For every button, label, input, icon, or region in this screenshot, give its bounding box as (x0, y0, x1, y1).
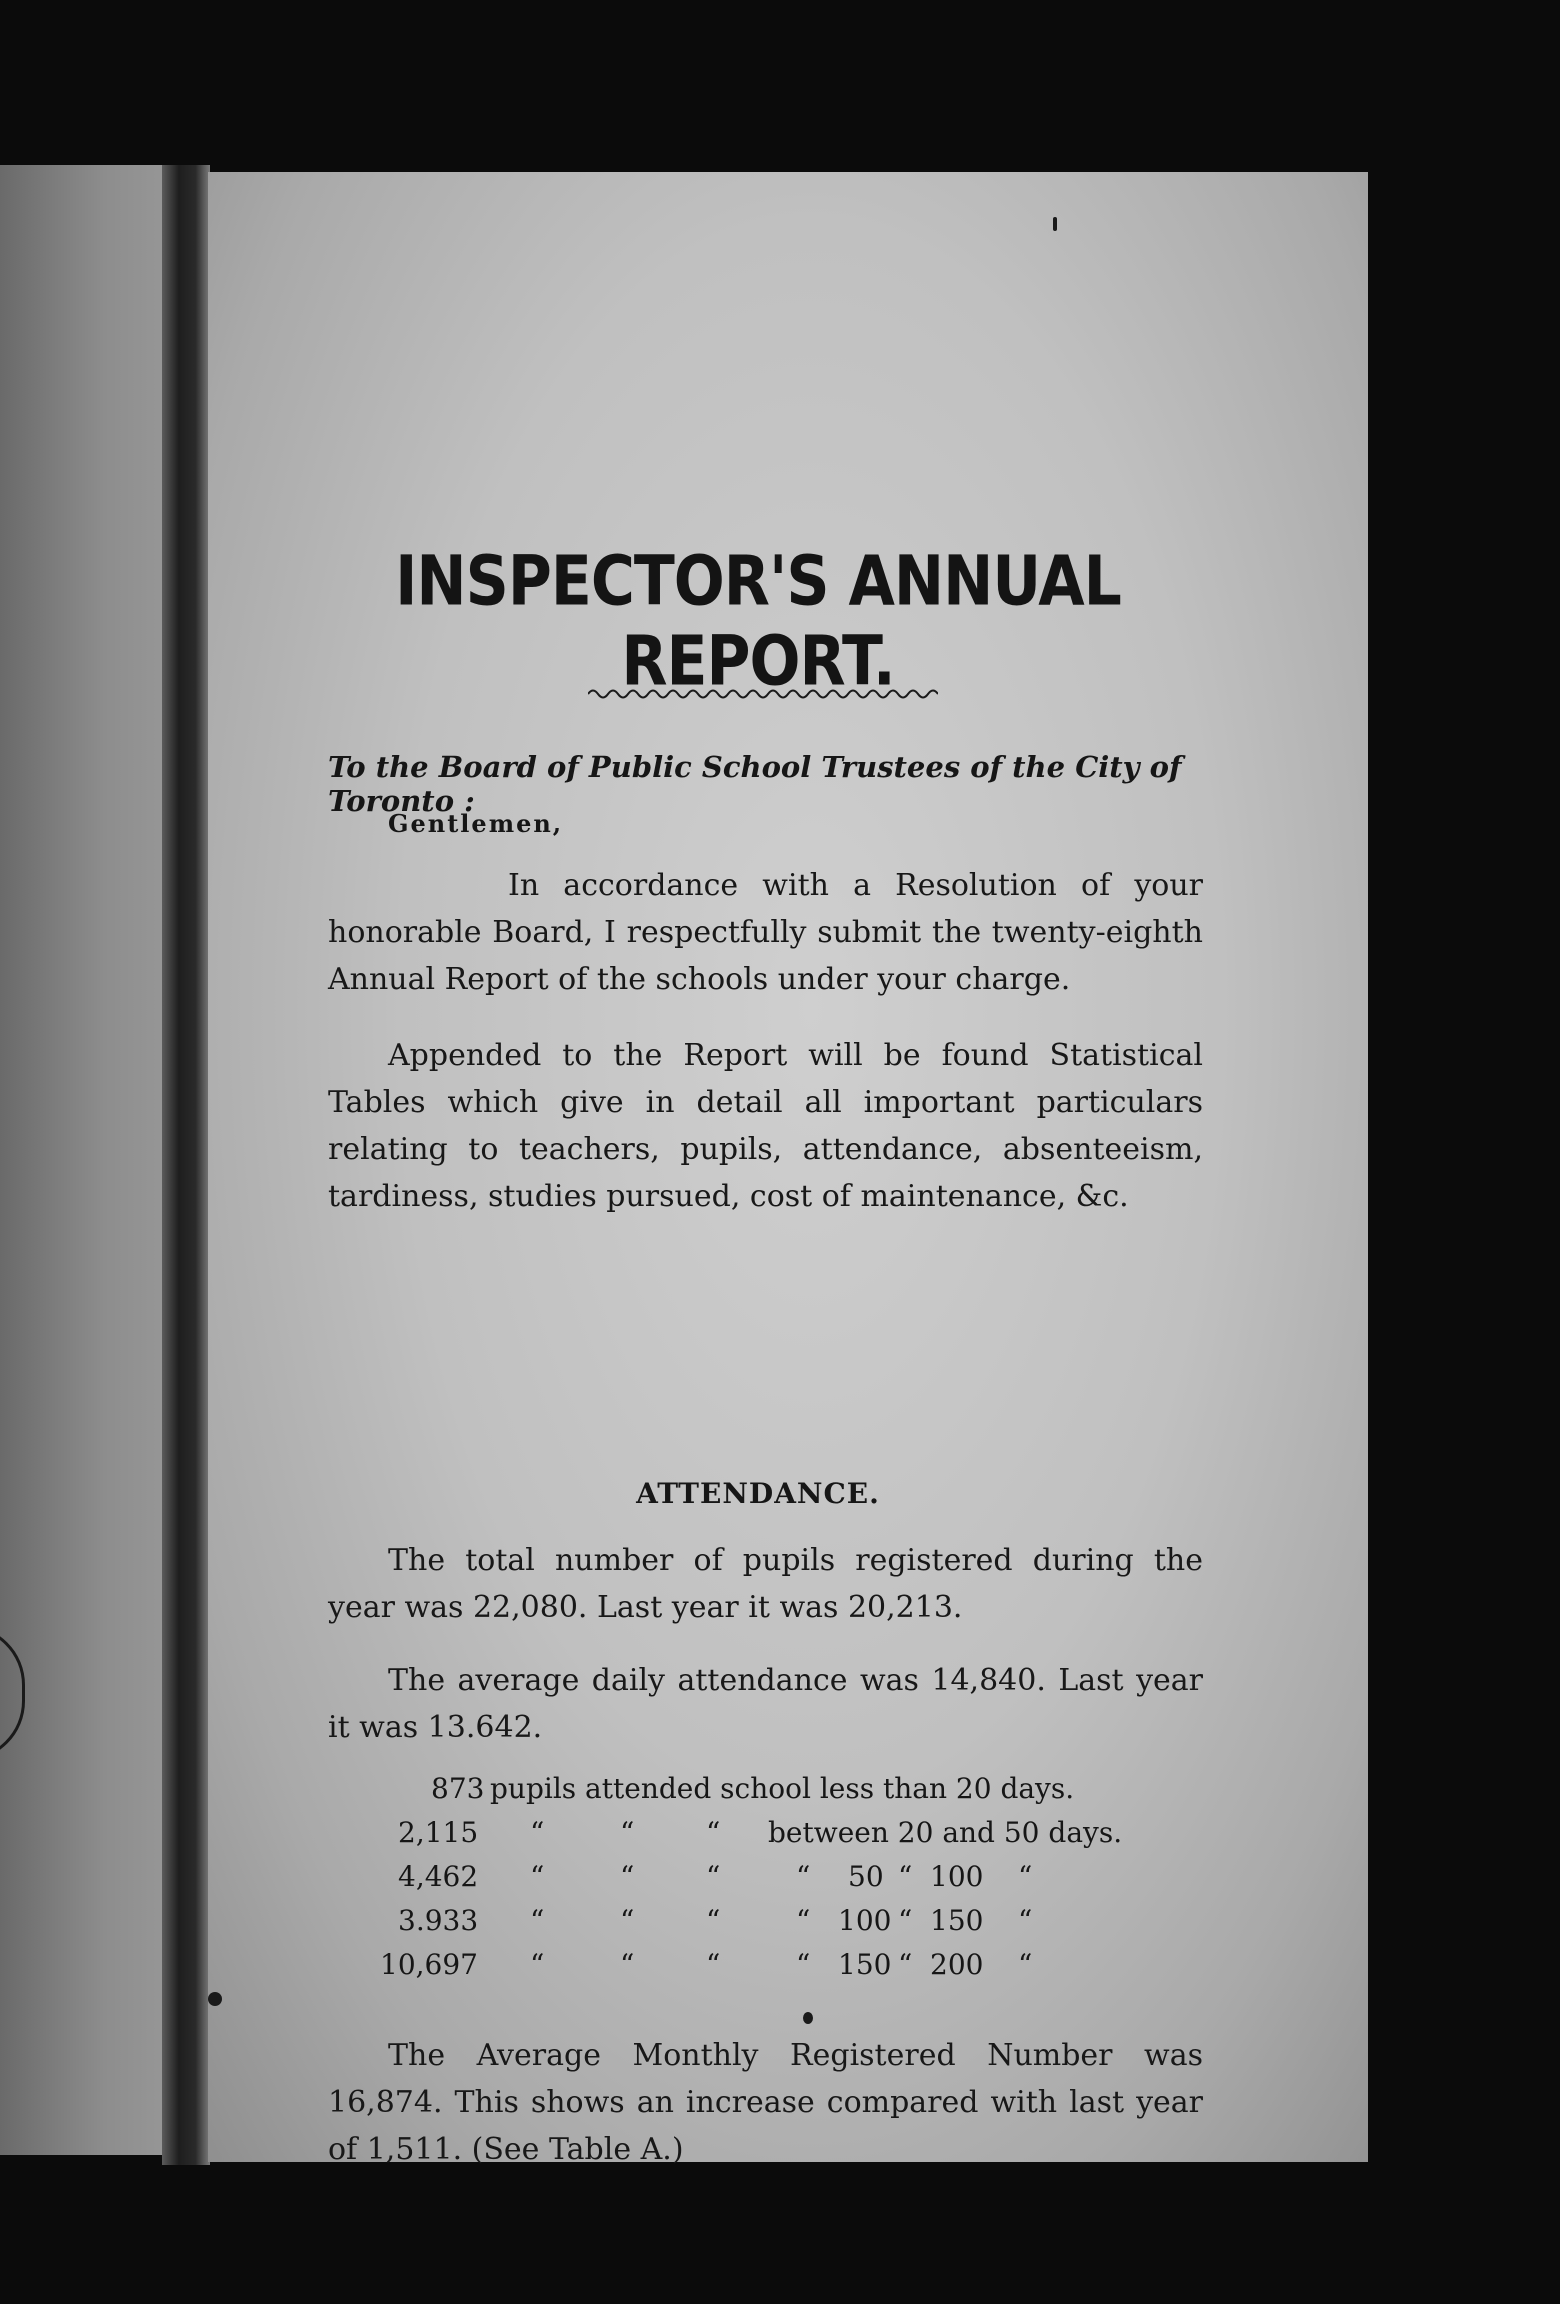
distribution-count: 3.933 (398, 1904, 479, 1937)
range-to: 100 (930, 1860, 984, 1893)
ditto-mark: “ (898, 1860, 913, 1893)
distribution-row (318, 1816, 1198, 1860)
report-page (208, 172, 1368, 2167)
distribution-count: 4,462 (398, 1860, 479, 1893)
ditto-mark: “ (530, 1948, 545, 1981)
ditto-mark: “ (620, 1816, 635, 1849)
range-from: 150 (838, 1948, 892, 1981)
ditto-mark: “ (1018, 1860, 1033, 1893)
range-to: 200 (930, 1948, 984, 1981)
ditto-mark: “ (796, 1948, 811, 1981)
appendix-paragraph: Appended to the Report will be found Statistical Tables which give in detail all important particulars relating to teachers, pupils, attendance, absenteeism, tardiness, studies pursued, cost of maintenance, &c. (328, 1038, 1203, 1214)
ditto-mark: “ (1018, 1948, 1033, 1981)
distribution-row (318, 1860, 1198, 1904)
ditto-mark: “ (706, 1904, 721, 1937)
distribution-row (318, 1772, 1198, 1816)
addressee-line: To the Board of Public School Trustees of the City of Toronto : (328, 750, 1182, 818)
distribution-count: 2,115 (398, 1816, 479, 1849)
attendance-heading: ATTENDANCE. (636, 1477, 880, 1510)
ditto-mark: “ (706, 1860, 721, 1893)
salutation: Gentlemen, (388, 809, 564, 838)
distribution-count: 873 (431, 1772, 485, 1805)
ink-spot (1053, 217, 1057, 231)
ditto-mark: “ (620, 1904, 635, 1937)
distribution-count: 10,697 (380, 1948, 478, 1981)
facing-page-bracket-mark (0, 1625, 25, 1761)
ditto-mark: “ (898, 1904, 913, 1937)
range-from: 50 (848, 1860, 884, 1893)
ditto-mark: “ (796, 1860, 811, 1893)
ditto-mark: “ (530, 1904, 545, 1937)
average-attendance-paragraph: The average daily attendance was 14,840. Last year it was 13.642. (328, 1663, 1203, 1745)
ink-spot (208, 1992, 222, 2006)
monthly-registered-paragraph: The Average Monthly Registered Number was 16,874. This shows an increase compared with last year of 1,511. (See Table A.) (328, 2038, 1203, 2167)
ditto-mark: “ (530, 1860, 545, 1893)
wavy-rule-ornament (588, 684, 938, 704)
ink-spot (803, 2012, 813, 2024)
range-to: 150 (930, 1904, 984, 1937)
distribution-range: between 20 and 50 days. (768, 1816, 1123, 1849)
ditto-mark: “ (620, 1948, 635, 1981)
ditto-mark: “ (620, 1860, 635, 1893)
distribution-row (318, 1904, 1198, 1948)
ditto-mark: “ (706, 1948, 721, 1981)
registered-paragraph: The total number of pupils registered during the year was 22,080. Last year it was 20,213. (328, 1543, 1203, 1625)
book-gutter (162, 165, 210, 2165)
ditto-mark: “ (898, 1948, 913, 1981)
distribution-row (318, 1948, 1198, 1992)
ditto-mark: “ (796, 1904, 811, 1937)
distribution-range: pupils attended school less than 20 days. (490, 1772, 1075, 1805)
page-title: INSPECTOR'S ANNUAL REPORT. (395, 542, 1121, 702)
intro-paragraph: In accordance with a Resolution of your honorable Board, I respectfully submit the twenty-eighth Annual Report of the schools under your charge. (328, 868, 1203, 997)
range-from: 100 (838, 1904, 892, 1937)
ditto-mark: “ (530, 1816, 545, 1849)
ditto-mark: “ (1018, 1904, 1033, 1937)
attendance-distribution-list (318, 1772, 1198, 1992)
ditto-mark: “ (706, 1816, 721, 1849)
